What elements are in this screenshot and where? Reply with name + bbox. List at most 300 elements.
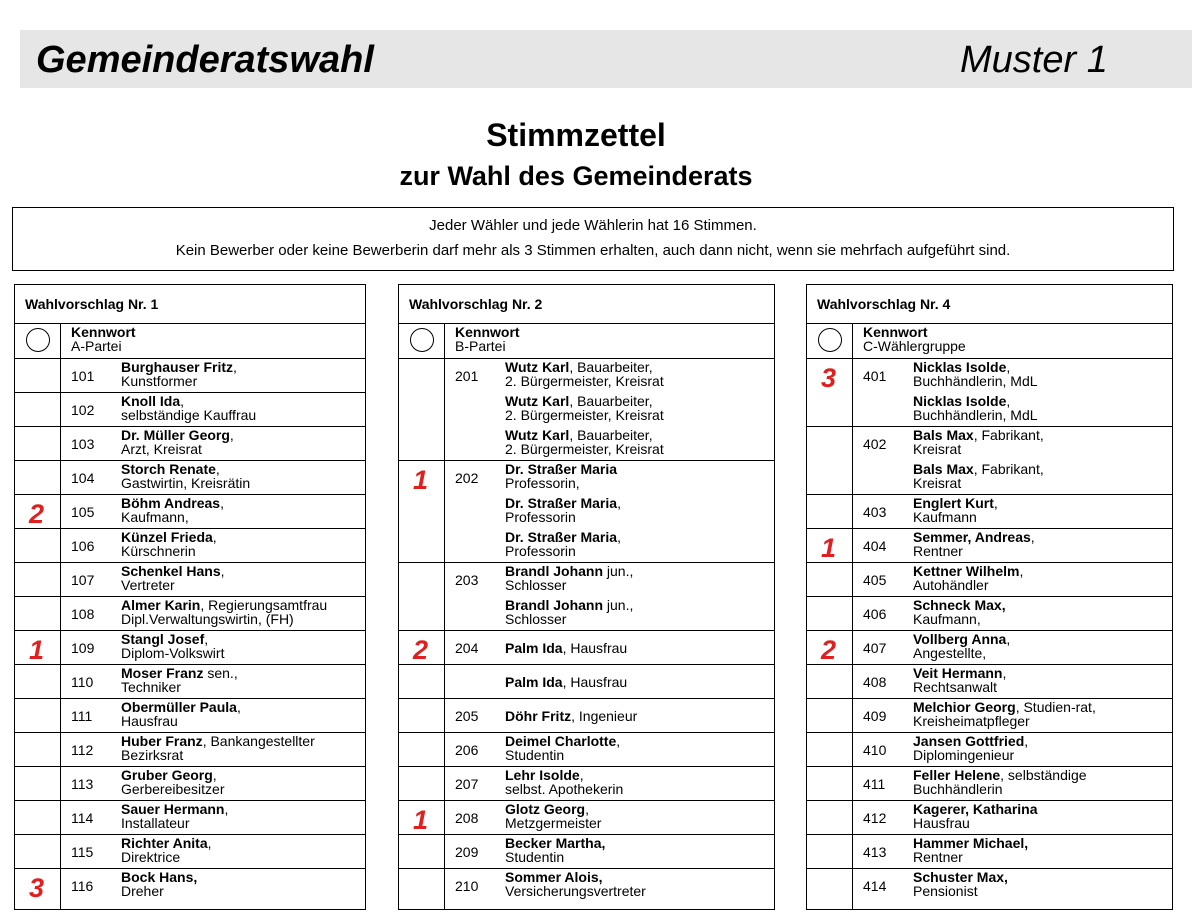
candidate-occupation: Buchhändlerin, MdL	[913, 407, 1038, 423]
vote-mark: 1	[821, 533, 837, 563]
candidate-entry	[505, 640, 627, 656]
candidate-name: Kettner Wilhelm	[913, 563, 1020, 579]
candidate-row[interactable]	[15, 767, 365, 801]
candidate-entry	[505, 768, 623, 796]
candidate-row[interactable]	[399, 529, 774, 563]
candidate-occupation: Professorin,	[505, 475, 580, 491]
vote-mark: 2	[413, 635, 429, 665]
candidate-name: Vollberg Anna	[913, 631, 1007, 647]
candidate-occupation: Angestellte,	[913, 645, 987, 661]
candidate-occupation: Diplomingenieur	[913, 747, 1015, 763]
candidate-occupation: Vertreter	[121, 577, 175, 593]
candidate-row[interactable]	[807, 699, 1172, 733]
candidate-number: 408	[863, 674, 887, 690]
party-keyword: C-Wählergruppe	[863, 338, 966, 354]
party-vote-circle[interactable]	[818, 328, 842, 352]
candidate-row[interactable]	[399, 427, 774, 461]
candidate-name: Glotz Georg	[505, 801, 586, 817]
candidate-entry	[913, 428, 1044, 456]
candidate-entry	[121, 870, 197, 898]
candidate-detail: sen.,	[203, 665, 238, 681]
candidate-name: Brandl Johann	[505, 563, 604, 579]
candidate-occupation: Professorin	[505, 509, 576, 525]
candidate-number: 405	[863, 572, 887, 588]
candidate-number: 401	[863, 368, 887, 384]
candidate-number: 104	[71, 470, 95, 486]
candidate-entry	[505, 530, 621, 558]
candidate-entry	[913, 598, 1006, 626]
candidate-entry	[505, 708, 637, 724]
candidate-occupation: Gastwirtin, Kreisrätin	[121, 475, 251, 491]
candidate-number: 210	[455, 878, 479, 894]
candidate-occupation: Rentner	[913, 543, 963, 559]
candidate-row[interactable]	[807, 631, 1172, 665]
candidate-detail: jun.,	[603, 563, 634, 579]
candidate-name: Künzel Frieda	[121, 529, 213, 545]
candidate-occupation: Autohändler	[913, 577, 989, 593]
candidate-occupation: Hausfrau	[913, 815, 970, 831]
candidate-name: Obermüller Paula	[121, 699, 237, 715]
candidate-detail: ,	[617, 495, 621, 511]
instruction-limit: Kein Bewerber oder keine Bewerberin darf mehr als 3 Stimmen erhalten, auch dann nicht, wenn sie mehrfach aufgeführt sind.	[175, 242, 1011, 259]
candidate-detail: , Bauarbeiter,	[569, 359, 653, 375]
candidate-row[interactable]	[399, 495, 774, 529]
keyword-label: Kennwort	[863, 324, 928, 340]
candidate-entry	[505, 564, 633, 592]
candidate-row[interactable]	[399, 597, 774, 631]
candidate-row[interactable]	[15, 801, 365, 835]
candidate-row[interactable]	[807, 359, 1172, 393]
party-keyword: B-Partei	[455, 338, 506, 354]
instruction-votes: Jeder Wähler und jede Wählerin hat 16 Stimmen.	[429, 217, 757, 234]
list-column-1	[14, 284, 366, 910]
candidate-entry	[505, 836, 605, 864]
candidate-occupation: Kaufmann,	[913, 611, 981, 627]
candidate-entry	[505, 360, 664, 388]
candidate-name: Palm Ida	[505, 674, 563, 690]
candidate-occupation: Schlosser	[505, 611, 567, 627]
candidate-row[interactable]	[399, 665, 774, 699]
candidate-name: Almer Karin	[121, 597, 201, 613]
candidate-row[interactable]	[807, 529, 1172, 563]
candidate-row[interactable]	[807, 665, 1172, 699]
candidate-row[interactable]	[15, 495, 365, 529]
candidate-entry	[505, 598, 633, 626]
candidate-detail: ,	[233, 359, 237, 375]
candidate-detail: ,	[224, 801, 229, 817]
keyword-label: Kennwort	[71, 324, 136, 340]
candidate-row[interactable]	[807, 495, 1172, 529]
candidate-occupation: Dreher	[121, 883, 164, 899]
candidate-occupation: Buchhändlerin	[913, 781, 1003, 797]
candidate-name: Döhr Fritz	[505, 708, 572, 724]
candidate-detail: ,	[1006, 359, 1011, 375]
candidate-name: Kagerer, Katharina	[913, 801, 1038, 817]
candidate-occupation: Studentin	[505, 747, 565, 763]
candidate-number: 111	[71, 708, 93, 724]
candidate-occupation: Kreisheimatpfleger	[913, 713, 1030, 729]
candidate-name: Dr. Straßer Maria	[505, 495, 618, 511]
candidate-number: 413	[863, 844, 887, 860]
candidate-number: 202	[455, 470, 479, 486]
candidate-detail: , Ingenieur	[571, 708, 638, 724]
vote-mark: 1	[29, 635, 45, 665]
candidate-entry	[121, 598, 327, 626]
candidate-occupation: Installateur	[121, 815, 190, 831]
candidate-entry	[121, 666, 238, 694]
candidate-occupation: Studentin	[505, 849, 565, 865]
candidate-entry	[121, 836, 212, 864]
candidate-occupation: Kaufmann,	[121, 509, 189, 525]
candidate-name: Lehr Isolde	[505, 767, 580, 783]
candidate-entry	[913, 768, 1087, 796]
party-vote-circle[interactable]	[410, 328, 434, 352]
candidate-name: Veit Hermann	[913, 665, 1003, 681]
candidate-number: 410	[863, 742, 887, 758]
candidate-entry	[121, 496, 224, 524]
candidate-row[interactable]	[15, 665, 365, 699]
list-heading-label: Wahlvorschlag Nr. 4	[817, 296, 951, 312]
candidate-number: 201	[455, 368, 479, 384]
party-row	[15, 324, 365, 359]
candidate-entry	[505, 462, 617, 490]
candidate-entry	[913, 564, 1023, 592]
candidate-detail: ,	[616, 733, 621, 749]
candidate-name: Wutz Karl	[505, 359, 570, 375]
candidate-entry	[913, 666, 1006, 694]
candidate-detail: ,	[579, 767, 584, 783]
candidate-detail: ,	[585, 801, 590, 817]
candidate-row[interactable]	[807, 835, 1172, 869]
candidate-entry	[913, 700, 1096, 728]
candidate-entry	[121, 700, 241, 728]
candidate-number: 107	[71, 572, 95, 588]
candidate-entry	[121, 462, 250, 490]
candidate-detail: jun.,	[603, 597, 634, 613]
candidate-occupation: Kreisrat	[913, 475, 962, 491]
candidate-name: Dr. Straßer Maria	[505, 461, 618, 477]
candidate-number: 414	[863, 878, 887, 894]
candidate-entry	[913, 530, 1035, 558]
candidate-name: Wutz Karl	[505, 427, 570, 443]
candidate-row[interactable]	[399, 767, 774, 801]
candidate-detail: ,	[1002, 665, 1007, 681]
candidate-occupation: Hausfrau	[121, 713, 178, 729]
candidate-row[interactable]	[399, 699, 774, 733]
candidate-name: Böhm Andreas	[121, 495, 221, 511]
candidate-occupation: 2. Bürgermeister, Kreisrat	[505, 441, 664, 457]
candidate-occupation: Kaufmann	[913, 509, 977, 525]
candidate-detail: , Hausfrau	[562, 640, 628, 656]
candidate-row[interactable]	[15, 359, 365, 393]
candidate-number: 103	[71, 436, 95, 452]
candidate-row[interactable]	[399, 359, 774, 393]
candidate-detail: ,	[1024, 733, 1029, 749]
vote-mark: 2	[29, 499, 45, 529]
candidate-detail: ,	[220, 563, 225, 579]
candidate-entry	[121, 734, 315, 762]
candidate-detail: ,	[215, 461, 220, 477]
candidate-entry	[121, 360, 237, 388]
candidate-detail: ,	[220, 495, 224, 511]
vote-mark: 1	[413, 465, 429, 495]
candidate-name: Palm Ida	[505, 640, 563, 656]
candidate-entry	[505, 496, 621, 524]
candidate-number: 109	[71, 640, 95, 656]
candidate-row[interactable]	[807, 869, 1172, 903]
candidate-occupation: Schlosser	[505, 577, 567, 593]
candidate-number: 106	[71, 538, 95, 554]
candidate-detail: ,	[1006, 631, 1011, 647]
candidate-name: Becker Martha,	[505, 835, 606, 851]
candidate-number: 207	[455, 776, 479, 792]
keyword-label: Kennwort	[455, 324, 520, 340]
candidate-entry	[121, 802, 228, 830]
candidate-name: Melchior Georg	[913, 699, 1016, 715]
candidate-occupation: Direktrice	[121, 849, 181, 865]
candidate-row[interactable]	[15, 631, 365, 665]
candidate-row[interactable]	[399, 733, 774, 767]
vote-mark: 3	[29, 873, 45, 903]
candidate-occupation: Pensionist	[913, 883, 978, 899]
candidate-detail: , Fabrikant,	[973, 461, 1044, 477]
party-keyword: A-Partei	[71, 338, 122, 354]
candidate-occupation: Gerbereibesitzer	[121, 781, 225, 797]
candidate-name: Knoll Ida	[121, 393, 181, 409]
candidate-row[interactable]	[15, 393, 365, 427]
candidate-name: Bals Max	[913, 427, 974, 443]
candidate-detail: ,	[180, 393, 185, 409]
list-column-2	[398, 284, 775, 910]
candidate-entry	[913, 462, 1044, 490]
candidate-entry	[121, 394, 256, 422]
candidate-entry	[121, 632, 224, 660]
instructions-box	[12, 207, 1174, 271]
candidate-occupation: selbständige Kauffrau	[121, 407, 257, 423]
list-heading	[807, 285, 1172, 324]
candidate-number: 409	[863, 708, 887, 724]
candidate-number: 204	[455, 640, 479, 656]
candidate-detail: , Bankangestellter	[202, 733, 315, 749]
candidate-name: Schneck Max,	[913, 597, 1006, 613]
candidate-detail: ,	[212, 529, 217, 545]
candidate-name: Wutz Karl	[505, 393, 570, 409]
candidate-occupation: Kreisrat	[913, 441, 962, 457]
candidate-row[interactable]	[15, 563, 365, 597]
candidate-row[interactable]	[15, 529, 365, 563]
page-title: Gemeinderatswahl	[36, 39, 374, 81]
candidate-name: Brandl Johann	[505, 597, 604, 613]
candidate-detail: ,	[236, 699, 241, 715]
candidate-name: Semmer, Andreas	[913, 529, 1031, 545]
candidate-occupation: Bezirksrat	[121, 747, 184, 763]
candidate-entry	[913, 734, 1028, 762]
candidate-name: Schuster Max,	[913, 869, 1008, 885]
candidate-name: Jansen Gottfried	[913, 733, 1025, 749]
candidate-number: 205	[455, 708, 479, 724]
candidate-row[interactable]	[807, 733, 1172, 767]
candidate-entry	[913, 632, 1010, 660]
candidate-number: 411	[863, 776, 886, 792]
candidate-detail: ,	[617, 529, 621, 545]
candidate-name: Bock Hans,	[121, 869, 198, 885]
candidate-row[interactable]	[15, 699, 365, 733]
list-heading	[399, 285, 774, 324]
candidate-number: 402	[863, 436, 887, 452]
candidate-occupation: 2. Bürgermeister, Kreisrat	[505, 407, 664, 423]
candidate-number: 115	[71, 844, 94, 860]
candidate-name: Sommer Alois,	[505, 869, 603, 885]
candidate-occupation: Rentner	[913, 849, 963, 865]
candidate-detail: ,	[229, 427, 234, 443]
candidate-occupation: Metzgermeister	[505, 815, 602, 831]
sample-label: Muster 1	[960, 39, 1108, 81]
candidate-row[interactable]	[807, 801, 1172, 835]
candidate-occupation: Versicherungsvertreter	[505, 883, 646, 899]
candidate-name: Stangl Josef	[121, 631, 205, 647]
candidate-number: 113	[71, 776, 94, 792]
list-heading-label: Wahlvorschlag Nr. 2	[409, 296, 543, 312]
candidate-name: Englert Kurt	[913, 495, 994, 511]
candidate-row[interactable]	[15, 461, 365, 495]
candidate-entry	[505, 734, 620, 762]
candidate-detail: ,	[1006, 393, 1011, 409]
candidate-row[interactable]	[399, 869, 774, 903]
candidate-number: 209	[455, 844, 479, 860]
candidate-number: 101	[71, 368, 95, 384]
candidate-detail: ,	[1030, 529, 1035, 545]
candidate-detail: , Bauarbeiter,	[569, 393, 653, 409]
candidate-row[interactable]	[807, 427, 1172, 461]
candidate-detail: ,	[1019, 563, 1024, 579]
candidate-occupation: Kunstformer	[121, 373, 198, 389]
candidate-name: Feller Helene	[913, 767, 1001, 783]
candidate-detail: ,	[212, 767, 217, 783]
candidate-name: Moser Franz	[121, 665, 204, 681]
candidate-occupation: Kürschnerin	[121, 543, 196, 559]
party-row	[399, 324, 774, 359]
candidate-entry	[505, 428, 664, 456]
candidate-detail: , Regierungsamtfrau	[200, 597, 328, 613]
candidate-name: Hammer Michael,	[913, 835, 1029, 851]
candidate-row[interactable]	[399, 835, 774, 869]
candidate-row[interactable]	[807, 461, 1172, 495]
candidate-entry	[913, 836, 1028, 864]
candidate-entry	[121, 564, 225, 592]
vote-mark: 3	[821, 363, 837, 393]
candidate-occupation: selbst. Apothekerin	[505, 781, 624, 797]
candidate-row[interactable]	[807, 393, 1172, 427]
candidate-name: Bals Max	[913, 461, 974, 477]
vote-mark: 1	[413, 805, 429, 835]
candidate-row[interactable]	[399, 801, 774, 835]
candidate-detail: , Studien-rat,	[1015, 699, 1096, 715]
candidate-number: 116	[71, 878, 94, 894]
candidate-detail: , Bauarbeiter,	[569, 427, 653, 443]
candidate-row[interactable]	[399, 631, 774, 665]
candidate-entry	[505, 870, 646, 898]
candidate-number: 203	[455, 572, 479, 588]
list-heading-label: Wahlvorschlag Nr. 1	[25, 296, 159, 312]
ballot-subtitle: zur Wahl des Gemeinderats	[399, 161, 753, 191]
candidate-detail: ,	[207, 835, 212, 851]
candidate-entry	[505, 674, 627, 690]
candidate-entry	[121, 530, 217, 558]
candidate-name: Huber Franz	[121, 733, 203, 749]
candidate-number: 206	[455, 742, 479, 758]
candidate-row[interactable]	[807, 597, 1172, 631]
candidate-detail: , Fabrikant,	[973, 427, 1044, 443]
candidate-entry	[913, 802, 1038, 830]
candidate-row[interactable]	[399, 393, 774, 427]
list-column-4	[806, 284, 1173, 910]
candidate-occupation: Techniker	[121, 679, 181, 695]
candidate-number: 208	[455, 810, 479, 826]
candidate-occupation: Rechtsanwalt	[913, 679, 998, 695]
candidate-entry	[121, 768, 225, 796]
candidate-occupation: Arzt, Kreisrat	[121, 441, 202, 457]
candidate-name: Deimel Charlotte	[505, 733, 617, 749]
candidate-row[interactable]	[15, 733, 365, 767]
candidate-occupation: Professorin	[505, 543, 576, 559]
candidate-name: Storch Renate	[121, 461, 216, 477]
list-heading	[15, 285, 365, 324]
candidate-name: Burghauser Fritz	[121, 359, 234, 375]
candidate-entry	[505, 394, 664, 422]
candidate-name: Nicklas Isolde	[913, 359, 1007, 375]
candidate-row[interactable]	[807, 767, 1172, 801]
candidate-occupation: Diplom-Volkswirt	[121, 645, 225, 661]
candidate-row[interactable]	[399, 461, 774, 495]
candidate-entry	[913, 496, 998, 524]
candidate-detail: , Hausfrau	[562, 674, 628, 690]
candidate-number: 404	[863, 538, 887, 554]
candidate-row[interactable]	[15, 427, 365, 461]
candidate-number: 412	[863, 810, 887, 826]
candidate-name: Sauer Hermann	[121, 801, 225, 817]
candidate-number: 114	[71, 810, 94, 826]
candidate-name: Richter Anita	[121, 835, 208, 851]
candidate-detail: ,	[993, 495, 998, 511]
candidate-number: 407	[863, 640, 887, 656]
candidate-entry	[913, 394, 1038, 422]
candidate-detail: ,	[204, 631, 209, 647]
candidate-row[interactable]	[807, 563, 1172, 597]
candidate-row[interactable]	[399, 563, 774, 597]
candidate-occupation: Dipl.Verwaltungswirtin, (FH)	[121, 611, 294, 627]
candidate-row[interactable]	[15, 869, 365, 903]
candidate-name: Gruber Georg	[121, 767, 213, 783]
candidate-number: 102	[71, 402, 95, 418]
candidate-row[interactable]	[15, 597, 365, 631]
candidate-row[interactable]	[15, 835, 365, 869]
candidate-name: Dr. Müller Georg	[121, 427, 230, 443]
candidate-number: 105	[71, 504, 95, 520]
candidate-number: 108	[71, 606, 95, 622]
candidate-name: Dr. Straßer Maria	[505, 529, 618, 545]
party-row	[807, 324, 1172, 359]
candidate-name: Schenkel Hans	[121, 563, 221, 579]
candidate-name: Nicklas Isolde	[913, 393, 1007, 409]
candidate-occupation: Buchhändlerin, MdL	[913, 373, 1038, 389]
candidate-entry	[913, 870, 1008, 898]
party-vote-circle[interactable]	[26, 328, 50, 352]
candidate-entry	[505, 802, 601, 830]
candidate-detail: , selbständige	[1000, 767, 1087, 783]
candidate-number: 406	[863, 606, 887, 622]
candidate-number: 112	[71, 742, 94, 758]
candidate-entry	[913, 360, 1038, 388]
